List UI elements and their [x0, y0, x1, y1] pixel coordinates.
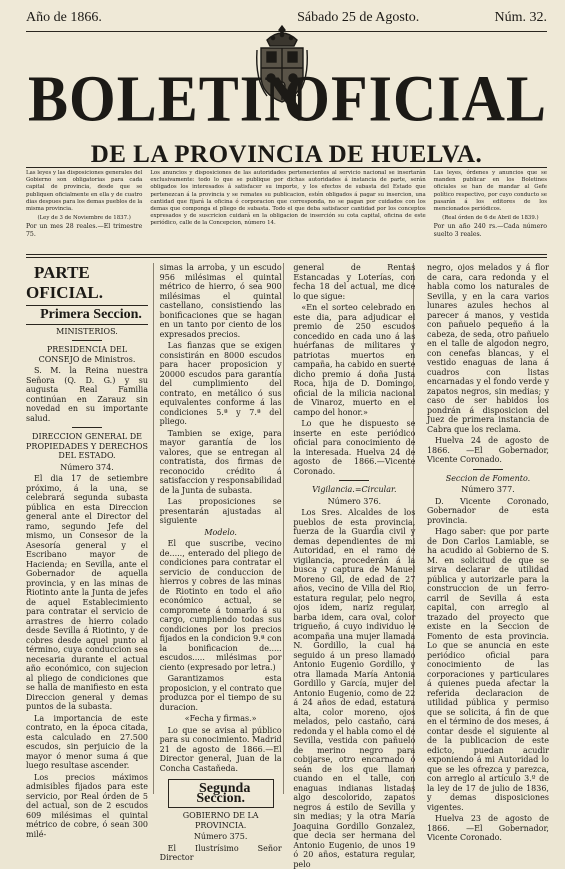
notice-rule-1 [26, 254, 547, 255]
notice-number: Número 376. [327, 496, 382, 506]
segunda-seccion-heading: Segunda Seccion. [168, 779, 274, 808]
masthead-subtitle: DE LA PROVINCIA DE HUELVA. [90, 141, 483, 168]
fomento-heading: Seccion de Fomento. [445, 473, 531, 483]
divider [473, 469, 503, 470]
paragraph: Lo que se avisa al público para su conocimiento. Madrid 21 de agosto de 1866.—El Director general, Juan de la Concha Castañeda. [159, 725, 282, 773]
notice-row [26, 170, 547, 250]
gobierno-heading: GOBIERNO DE LA PROVINCIA. [182, 811, 259, 830]
column-2 [159, 263, 282, 862]
paragraph: D. Vicente Coronado, Gobernador de esta provincia. [426, 496, 549, 525]
fecha-firmas: «Fecha y firmas.» [184, 714, 257, 723]
paragraph: Tambien se exige, para mayor garantía de los valores, que se entregan al contratista, dos firmas de reconocido crédito á satisfaccion y responsabilidad de la Junta de subasta. [159, 428, 282, 495]
divider [72, 340, 102, 341]
notice-middle-text: Los anuncios y disposiciones de las autoridades pertenecientes al servicio nacional se insertarán exclusivamente: todo lo que se publique por dichas autoridades á instancia de parte, serán obligados los interesados á satisfacer su importe, y los efectos de subasta del Estado que pertenezcan á la provincia y se remates su publicacion, estén obligados á pagar su insercion, una cantidad que fijará la oficina ó corporacion que corresponda, no se pagan por cuidados con los demas que componga el pliego de subasta. Todo el que deba satisfacer cantidad por los conceptos expresados y de suscricion cuidará en la obligacion de inserción su cota capital, oficina de este periódico, calle de la Concepcion, número 14. [150, 170, 426, 227]
paragraph: S. M. la Reina nuestra Señora (Q. D. G.) y su augusta Real Familia continúan en Zarauz sin novedad en su importante salud. [26, 366, 148, 423]
paragraph: «En el sorteo celebrado en este dia, para adjudicar el premio de 250 escudos concedido en cada uno á las huérfanas de militares y patriotas muertos en campaña, ha cabido en suerte dicho premio á doña Justa Roca, hija de D. Domingo, oficial de la milicia nacional de Vinaroz, muerto en el campo del honor.» [293, 303, 416, 417]
issue-year: Año de 1866. [26, 10, 102, 25]
paragraph: El Ilustrísimo Señor Director [159, 843, 282, 862]
column-4 [426, 263, 549, 842]
paragraph: Las fianzas que se exigen consistirán en 8000 escudos para hacer proposicion y 20000 escudos para garantía del cumplimiento del contrato, en metálico ó sus equivalentes conforme á las condiciones 5.ª y 7.ª del pliego. [159, 341, 282, 426]
masthead-oficial: OFICIAL [283, 62, 547, 135]
notice-right-text: Las leyes, órdenes y anuncios que se manden publicar en los Boletines oficiales se han de mandar al Gefe político respectivo, por cuyo conducto se pasarán á los editores de los mencionados periódicos. [433, 170, 547, 213]
notice-number: Número 375. [193, 832, 248, 841]
paragraph: Los Sres. Alcaldes de los pueblos de esta provincia, fuerza de la Guardia civil y demas dependientes de mi Autoridad, en el ramo de vigilancia, procederán á la busca y captura de Manuel Moreno Gil, de edad de 27 años, vecino de Villa del Rio, estatura regular, pelo negro, ojos idem, nariz regular, barba idem, cara oval, color trigueño, á cuyo individuo le acompaña una mujer llamada N. Gordillo, la cual ha seguido á un preso llamado Antonio Eugenio Gordillo, y otra llamada María Antonia Gordillo y García, mujer del Antonio Eugenio, como de 22 á 24 años de edad, estatura alta, color moreno, ojos melados, pelo castaño, cara redonda y el habla como el de Sevilla, vestida con pañuelo de merino negro para cobijarse, otro encarnado ó seán de los que llaman cuando en el talle, con enaguas indianas listadas algo descolorido, zapatos negros á estilo de Sevilla y sin medias; y la otra María Joaquina Gordillo Gonzalez, que decia ser hermana del Antonio Eugenio, de unos 19 ó 20 años, estatura regular, pelo [293, 508, 416, 869]
notice-left-text: Las leyes y las disposiciones generales del Gobierno son obligatorias para cada capital de provincia, desde que se publiquen oficialmente en ella y de cuatro dias despues para los demas pueblos de la misma provincia. [26, 170, 143, 213]
paragraph: Huelva 23 de agosto de 1866. —El Gobernador, Vicente Coronado. [426, 814, 549, 842]
parte-oficial-heading: PARTE OFICIAL. [26, 263, 103, 302]
paragraph: Los precios máximos admisibles fijados para este servicio, por Real órden de 5 del actual, son de 2 escudos 609 milésimas el quintal métrico de cobre, ó sean 300 milé- [26, 772, 148, 839]
notice-middle [150, 170, 425, 250]
paragraph: Huelva 24 de agosto de 1866. —El Gobernador, Vicente Coronado. [426, 436, 549, 464]
notice-rule-2 [26, 257, 547, 258]
paragraph: simas la arroba, y un escudo 956 milésimas el quintal métrico de hierro, ó sea 900 milésimas el quintal castellano, consistiendo las bonificaciones que se hagan en un tanto por ciento de los expresados precios. [159, 263, 282, 339]
masthead-boletin: BOLETIN [28, 62, 309, 135]
issue-date: Sábado 25 de Agosto. [297, 10, 420, 25]
primera-seccion-heading: Primera Seccion. [26, 305, 148, 325]
vigilancia-heading: Vigilancia.=Circular. [312, 485, 397, 494]
notice-number: Número 374. [60, 462, 114, 472]
column-3 [293, 263, 416, 869]
notice-left [26, 170, 142, 250]
paragraph: negro, ojos melados y á flor de cara, cara redonda y el habla como los naturales de Sevilla, y en la cara varios lunares azules hechos al parecer á manos, y vestida con pañuelo pequeño á la cabeza, de seda, otro pañuelo en el talle de algodon negro, con cenefas blancas, y el vestido enaguas de lana á cuadros con listas encarnadas y el fondo verde y zapatos negros, sin medias; y caso de ser habidos los pondrán á disposicion del Juez de primera instancia de Cabra que los reclama. [426, 263, 549, 434]
paragraph: El que suscribe, vecino de....., enterado del pliego de condiciones para contratar el servicio de conduccion de hierros y cobres de las minas de Riotinto en todo el año económico actual, se compromete á tomarlo á su cargo, cumpliendo todas sus condiciones por los precios fijados en la condicion 9.ª con la bonificacion de..... escudos..... milésimas por ciento (expresado por letra.) [159, 539, 282, 672]
presidencia-heading: PRESIDENCIA DEL CONSEJO de Ministros. [38, 345, 136, 364]
article-columns [26, 263, 549, 869]
notice-left-ref: (Ley de 3 de Noviembre de 1837.) [37, 214, 131, 221]
notice-right-price: Por un año 240 rs.—Cada número suelto 3 reales. [433, 223, 547, 238]
notice-left-price: Por un mes 28 reales.—El trimestre 75. [26, 223, 143, 238]
paragraph: Hago saber: que por parte de Don Carlos Lamiable, se ha acudido al Gobierno de S. M. en solicitud de que se sirva declarar de utilidad pública y autorizarle para la construccion de un ferro-carril de Sevilla á esta capital, con arreglo al trazado del proyecto que existe en la Seccion de Fomento de esta provincia. Lo que se anuncia en este periódico oficial para conocimiento de las corporaciones y particulares á quienes pueda afectar la referida declaracion de utilidad pública y permiso que se solicita, á fin de que en el término de dos meses, á contar desde el siguiente al de la publicacion de este edicto, puedan acudir exponiendo á mi Autoridad lo que se les ofrezca y parezca, con arreglo al artículo 3.º de la ley de 17 de julio de 1836, y demas disposiciones vigentes. [426, 527, 549, 812]
column-1 [26, 263, 148, 839]
paragraph: El dia 17 de setiembre próximo, á la una, se celebrará segunda subasta pública en esta Direccion general ante el Director del ramo, segundo Jefe del mismo, un Consesor de la Asesoría general y el Escribano mayor de Hacienda; en Sevilla, ante el Gobernador de aquella provincia, y en las minas de Riotinto ante la Junta de jefes de aquel Establecimiento para contratar el servicio de arrastres de hierro colado desde Sevilla á Riotinto, y de cobres desde aquel punto al término, cuya conduccion sea necesaria durante el actual año económico, con sujecion al pliego de condiciones que se halla de manifiesto en esta Direccion general y demas puntos de la subasta. [26, 474, 148, 711]
paragraph: Lo que he dispuesto se inserte en este periódico oficial para conocimiento de la interesada. Huelva 24 de agosto de 1866.—Vicente Coronado. [293, 419, 416, 476]
direccion-heading: DIRECCION GENERAL DE PROPIEDADES Y DERECHOS DEL ESTADO. [26, 432, 148, 460]
masthead [28, 60, 547, 137]
notice-right [434, 170, 547, 250]
divider [339, 480, 369, 481]
paragraph: La importancia de este contrato, en la época citada, esta calculado en 27.500 escudos, sin perjuicio de la mayor ó menor suma á que luego resultase ascender. [26, 713, 148, 770]
divider [72, 427, 102, 428]
paragraph: Las proposiciones se presentarán ajustadas al siguiente [159, 497, 282, 525]
subtitle-rule [26, 167, 547, 168]
issue-number: Núm. 32. [494, 10, 547, 25]
notice-number: Número 377. [461, 485, 515, 494]
modelo-heading: Modelo. [204, 527, 237, 537]
paragraph: general de Rentas Estancadas y Loterías, con fecha 18 del actual, me dice lo que sigue: [293, 263, 416, 301]
ministerios-heading: MINISTERIOS. [56, 326, 118, 336]
paragraph: Garantizamos esta proposicion, y el contrato que produzca por el tiempo de su duracion. [159, 674, 282, 712]
notice-right-ref: (Real órden de 6 de Abril de 1839.) [442, 214, 539, 221]
